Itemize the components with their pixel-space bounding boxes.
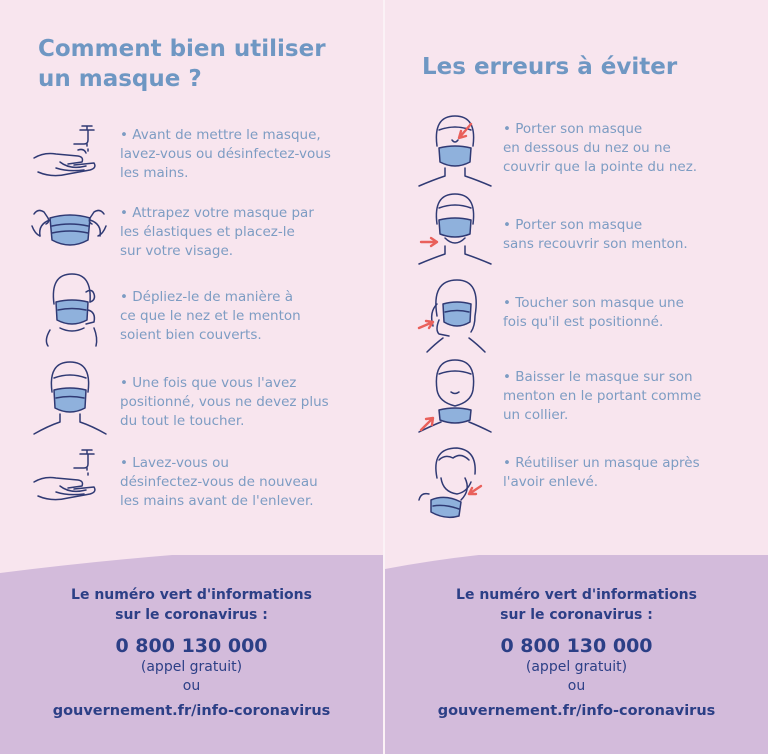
masked-face-icon bbox=[30, 358, 108, 436]
instruction-text-3 bbox=[120, 288, 365, 345]
left-title-line1: Comment bien utiliser bbox=[38, 36, 326, 62]
instruction-line: les mains. bbox=[120, 165, 189, 181]
handwash-icon bbox=[30, 444, 108, 522]
info-url[interactable]: gouvernement.fr/info-coronavirus bbox=[52, 703, 331, 719]
mistake-line: • Toucher son masque une bbox=[503, 295, 684, 311]
left-hotline-info bbox=[0, 585, 383, 722]
instruction-text-5 bbox=[120, 454, 365, 511]
instruction-line: positionné, vous ne devez plus bbox=[120, 394, 329, 410]
mistake-text-4 bbox=[503, 368, 743, 425]
instruction-text-1 bbox=[120, 126, 365, 183]
instruction-line: • Une fois que vous l'avez bbox=[120, 375, 297, 391]
mistake-line: • Baisser le masque sur son bbox=[503, 369, 693, 385]
mistake-item-4 bbox=[385, 356, 768, 436]
right-title: Les erreurs à éviter bbox=[422, 54, 678, 80]
mistake-line: • Porter son masque bbox=[503, 121, 643, 137]
mistake-line: en dessous du nez ou ne bbox=[503, 140, 671, 156]
mistake-line: • Porter son masque bbox=[503, 217, 643, 233]
mistake-item-1 bbox=[385, 110, 768, 190]
info-url[interactable]: gouvernement.fr/info-coronavirus bbox=[437, 703, 716, 719]
mistake-line: menton en le portant comme bbox=[503, 388, 702, 404]
instruction-text-2 bbox=[120, 204, 365, 261]
left-title bbox=[38, 34, 368, 94]
instruction-line: les mains avant de l'enlever. bbox=[120, 493, 314, 509]
instruction-item-2 bbox=[0, 196, 383, 276]
hotline-number: 0 800 130 000 bbox=[115, 635, 268, 657]
instruction-line: • Dépliez-le de manière à bbox=[120, 289, 293, 305]
hotline-label-line1: Le numéro vert d'informations bbox=[456, 587, 697, 603]
handwash-icon bbox=[30, 118, 108, 196]
free-call-note: (appel gratuit) bbox=[140, 659, 243, 675]
mistake-text-1 bbox=[503, 120, 743, 177]
mistake-text-5 bbox=[503, 454, 743, 492]
mistake-line: un collier. bbox=[503, 407, 569, 423]
left-title-line2: un masque ? bbox=[38, 66, 202, 92]
nose-uncovered-icon bbox=[415, 110, 493, 188]
hotline-number: 0 800 130 000 bbox=[500, 635, 653, 657]
chin-uncovered-icon bbox=[415, 190, 493, 268]
instruction-line: sur votre visage. bbox=[120, 243, 234, 259]
hotline-label-line2: sur le coronavirus : bbox=[115, 607, 268, 623]
instruction-line: du tout le toucher. bbox=[120, 413, 245, 429]
instruction-line: • Avant de mettre le masque, bbox=[120, 127, 321, 143]
mask-on-neck-icon bbox=[415, 356, 493, 434]
right-hotline-info bbox=[385, 585, 768, 722]
instruction-line: lavez-vous ou désinfectez-vous bbox=[120, 146, 331, 162]
mistake-line: • Réutiliser un masque après bbox=[503, 455, 700, 471]
instruction-line: • Attrapez votre masque par bbox=[120, 205, 314, 221]
instruction-item-5 bbox=[0, 444, 383, 524]
instruction-item-3 bbox=[0, 270, 383, 350]
or-label: ou bbox=[567, 678, 586, 694]
instruction-line: désinfectez-vous de nouveau bbox=[120, 474, 318, 490]
instruction-line: ce que le nez et le menton bbox=[120, 308, 301, 324]
touching-mask-icon bbox=[415, 276, 493, 354]
mistake-item-3 bbox=[385, 276, 768, 356]
right-footer bbox=[385, 555, 768, 754]
mistake-line: couvrir que la pointe du nez. bbox=[503, 159, 698, 175]
mask-elastics-icon bbox=[30, 196, 108, 274]
left-panel bbox=[0, 0, 383, 754]
or-label: ou bbox=[182, 678, 201, 694]
mistake-text-2 bbox=[503, 216, 743, 254]
hotline-label-line1: Le numéro vert d'informations bbox=[71, 587, 312, 603]
mistake-item-2 bbox=[385, 190, 768, 270]
hotline-label-line2: sur le coronavirus : bbox=[500, 607, 653, 623]
mistake-line: fois qu'il est positionné. bbox=[503, 314, 664, 330]
instruction-text-4 bbox=[120, 374, 365, 431]
left-footer bbox=[0, 555, 383, 754]
instruction-line: les élastiques et placez-le bbox=[120, 224, 295, 240]
instruction-line: soient bien couverts. bbox=[120, 327, 262, 343]
instruction-item-4 bbox=[0, 358, 383, 438]
mistake-line: sans recouvrir son menton. bbox=[503, 236, 688, 252]
mistake-line: l'avoir enlevé. bbox=[503, 474, 599, 490]
unfold-mask-icon bbox=[30, 270, 108, 348]
right-panel bbox=[385, 0, 768, 754]
free-call-note: (appel gratuit) bbox=[525, 659, 628, 675]
instruction-line: • Lavez-vous ou bbox=[120, 455, 229, 471]
instruction-item-1 bbox=[0, 118, 383, 198]
mistake-item-5 bbox=[385, 444, 768, 524]
reuse-mask-icon bbox=[415, 444, 493, 522]
mistake-text-3 bbox=[503, 294, 743, 332]
